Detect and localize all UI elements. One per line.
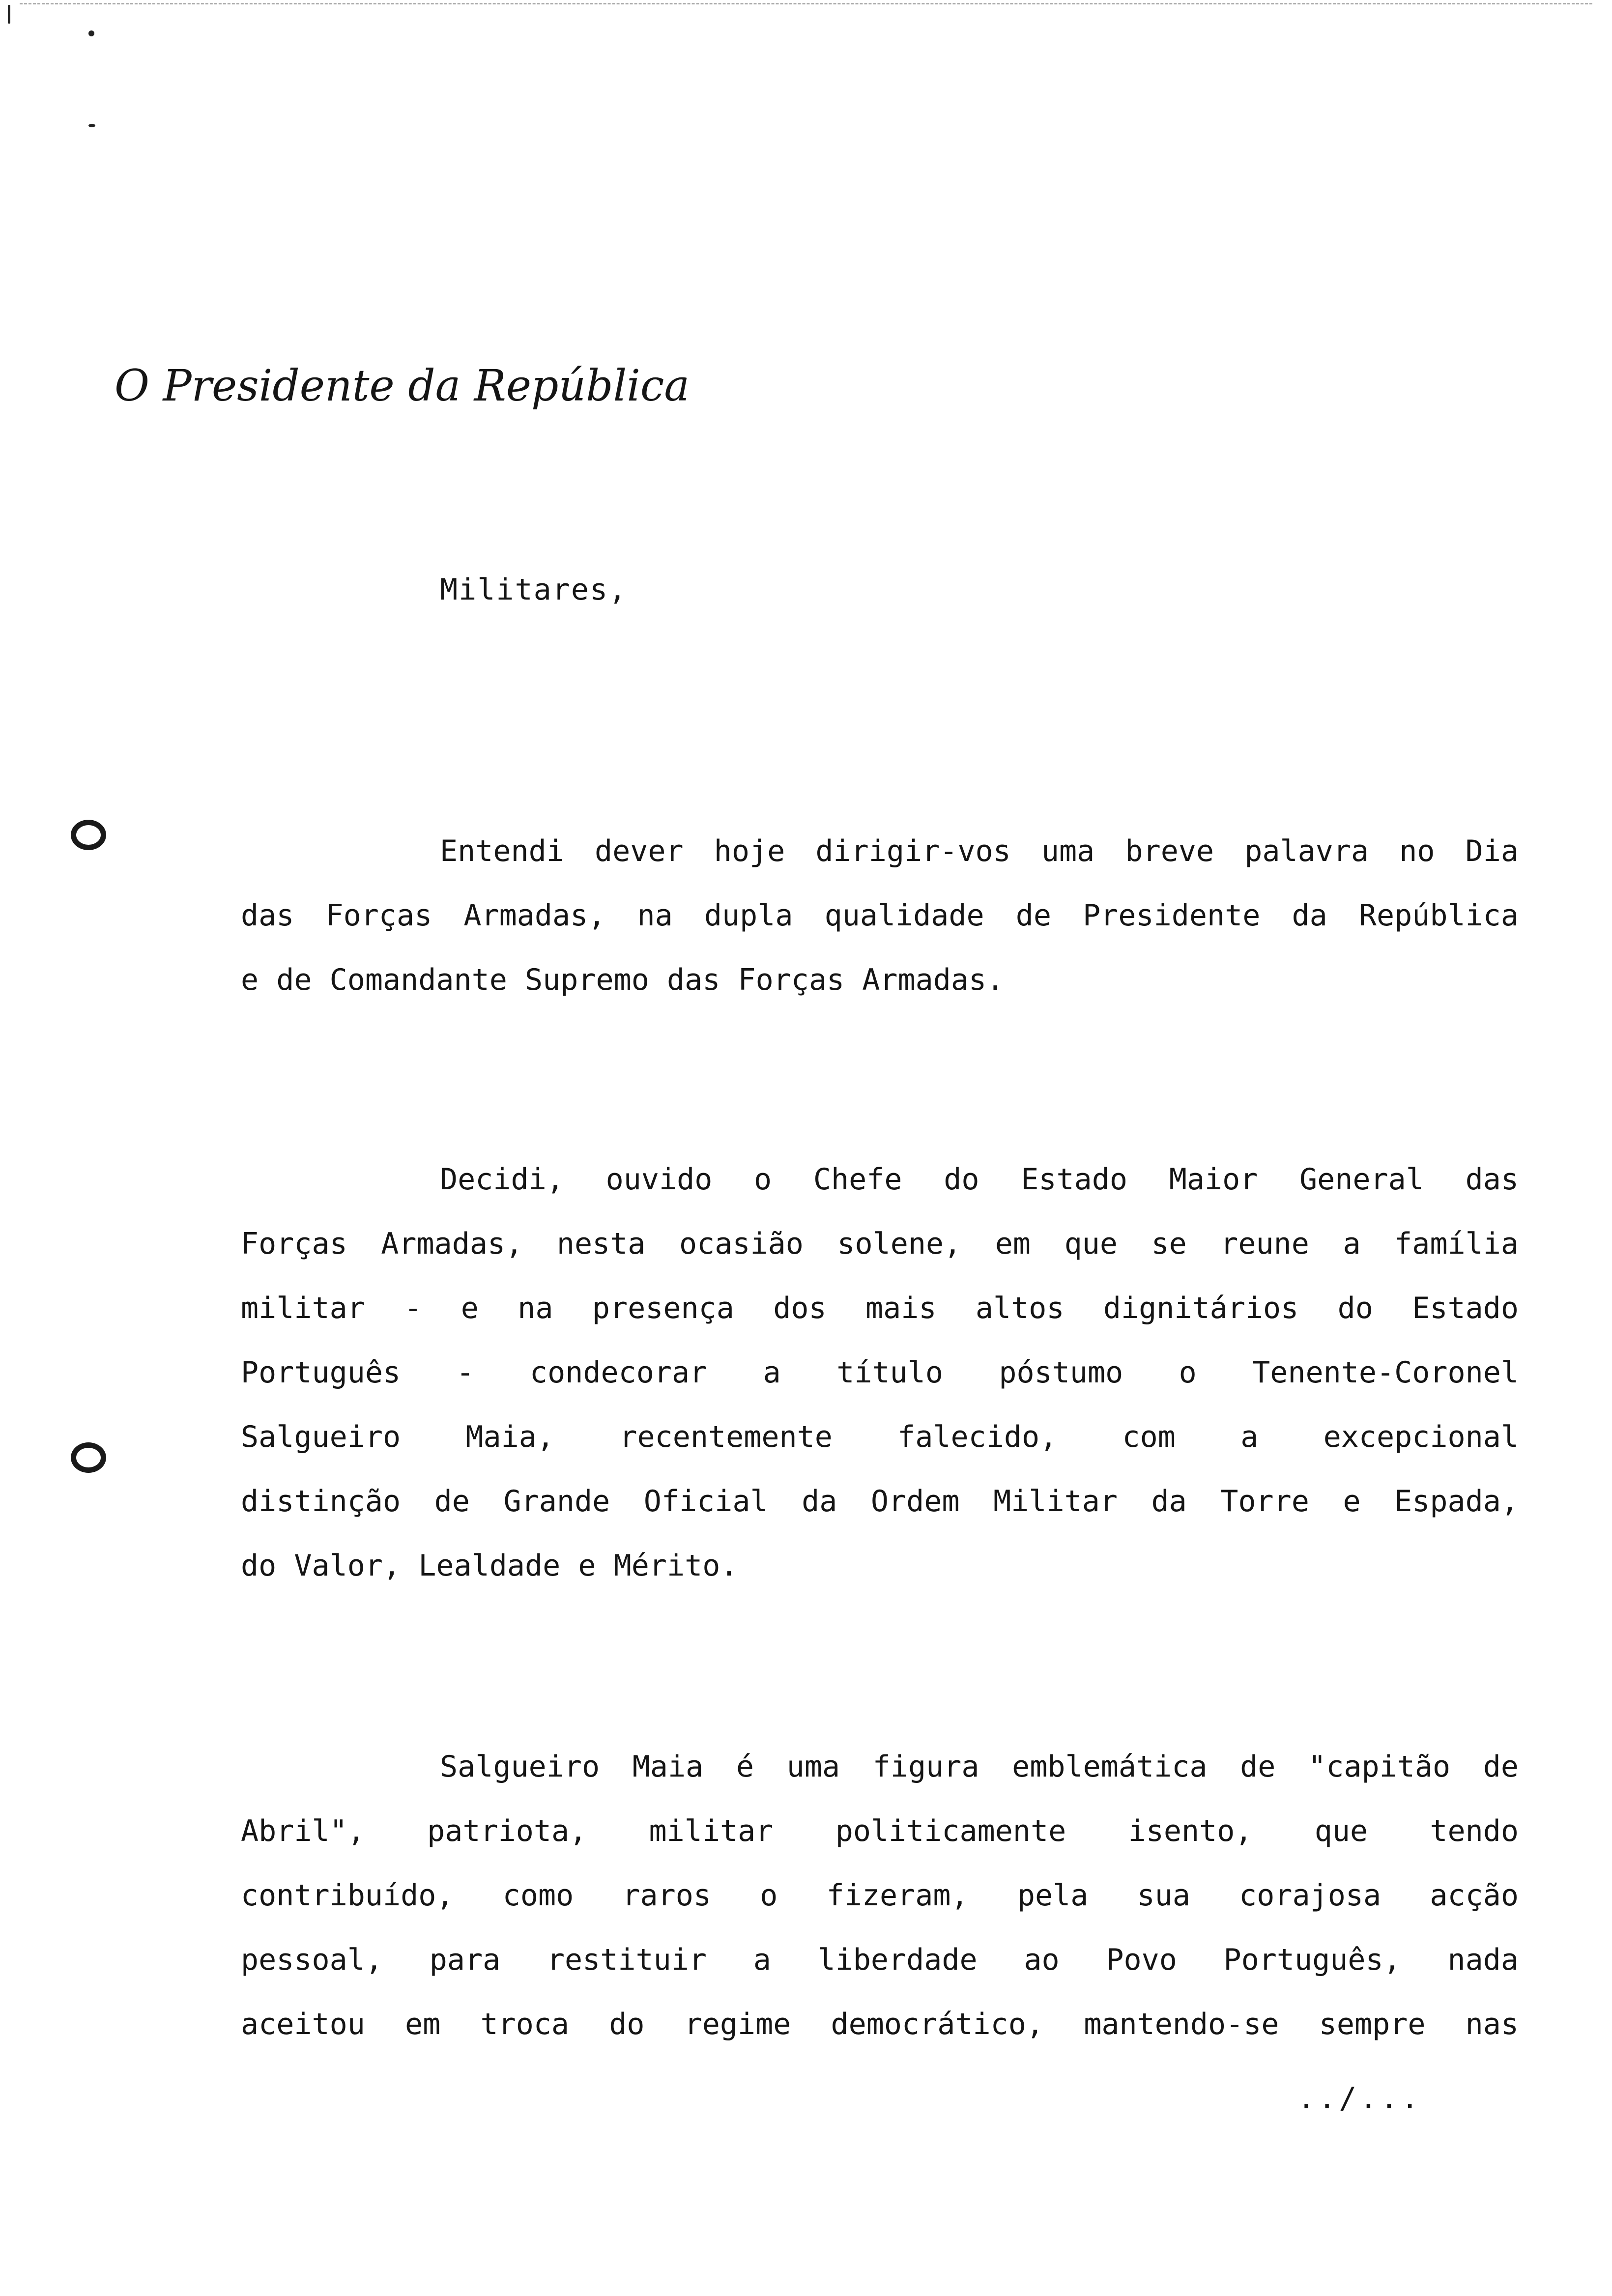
letterhead-text: O Presidente da República — [115, 360, 690, 411]
paragraph-line: aceitou em troca do regime democrático, mantendo-se sempre nas — [241, 2007, 1519, 2041]
paragraph-line: Salgueiro Maia, recentemente falecido, com a excepcional — [241, 1420, 1519, 1454]
paragraph-line: Português - condecorar a título póstumo o Tenente-Coronel — [241, 1355, 1519, 1390]
paragraph-2 — [241, 1148, 1519, 1598]
scan-speck — [88, 124, 95, 127]
paragraph-line: Forças Armadas, nesta ocasião solene, em que se reune a família — [241, 1227, 1519, 1261]
scan-speck — [88, 30, 94, 36]
salutation: Militares, — [440, 573, 628, 607]
paragraph-line: do Valor, Lealdade e Mérito. — [241, 1549, 738, 1583]
paragraph-3 — [241, 1735, 1519, 2057]
paragraph-1 — [241, 819, 1519, 1012]
top-edge-rule — [20, 3, 1592, 4]
page-continuation-marker: ../... — [1297, 2081, 1422, 2116]
paragraph-line: e de Comandante Supremo das Forças Armadas. — [241, 963, 1005, 997]
punch-hole-bottom — [71, 1442, 106, 1473]
paragraph-line: pessoal, para restituir a liberdade ao Povo Português, nada — [241, 1943, 1519, 1977]
letterhead-script — [111, 351, 700, 425]
paragraph-line: Entendi dever hoje dirigir-vos uma breve palavra no Dia — [440, 834, 1519, 868]
paragraph-line: das Forças Armadas, na dupla qualidade de Presidente da República — [241, 898, 1519, 933]
paragraph-line: contribuído, como raros o fizeram, pela sua corajosa acção — [241, 1878, 1519, 1913]
paragraph-line: Abril", patriota, militar politicamente isento, que tendo — [241, 1814, 1519, 1848]
paragraph-line: Salgueiro Maia é uma figura emblemática de "capitão de — [440, 1750, 1519, 1784]
paragraph-line: militar - e na presença dos mais altos dignitários do Estado — [241, 1291, 1519, 1325]
paragraph-line: distinção de Grande Oficial da Ordem Militar da Torre e Espada, — [241, 1484, 1519, 1519]
punch-hole-top — [71, 820, 106, 850]
scan-speck — [8, 5, 10, 24]
paragraph-line: Decidi, ouvido o Chefe do Estado Maior General das — [440, 1162, 1519, 1197]
